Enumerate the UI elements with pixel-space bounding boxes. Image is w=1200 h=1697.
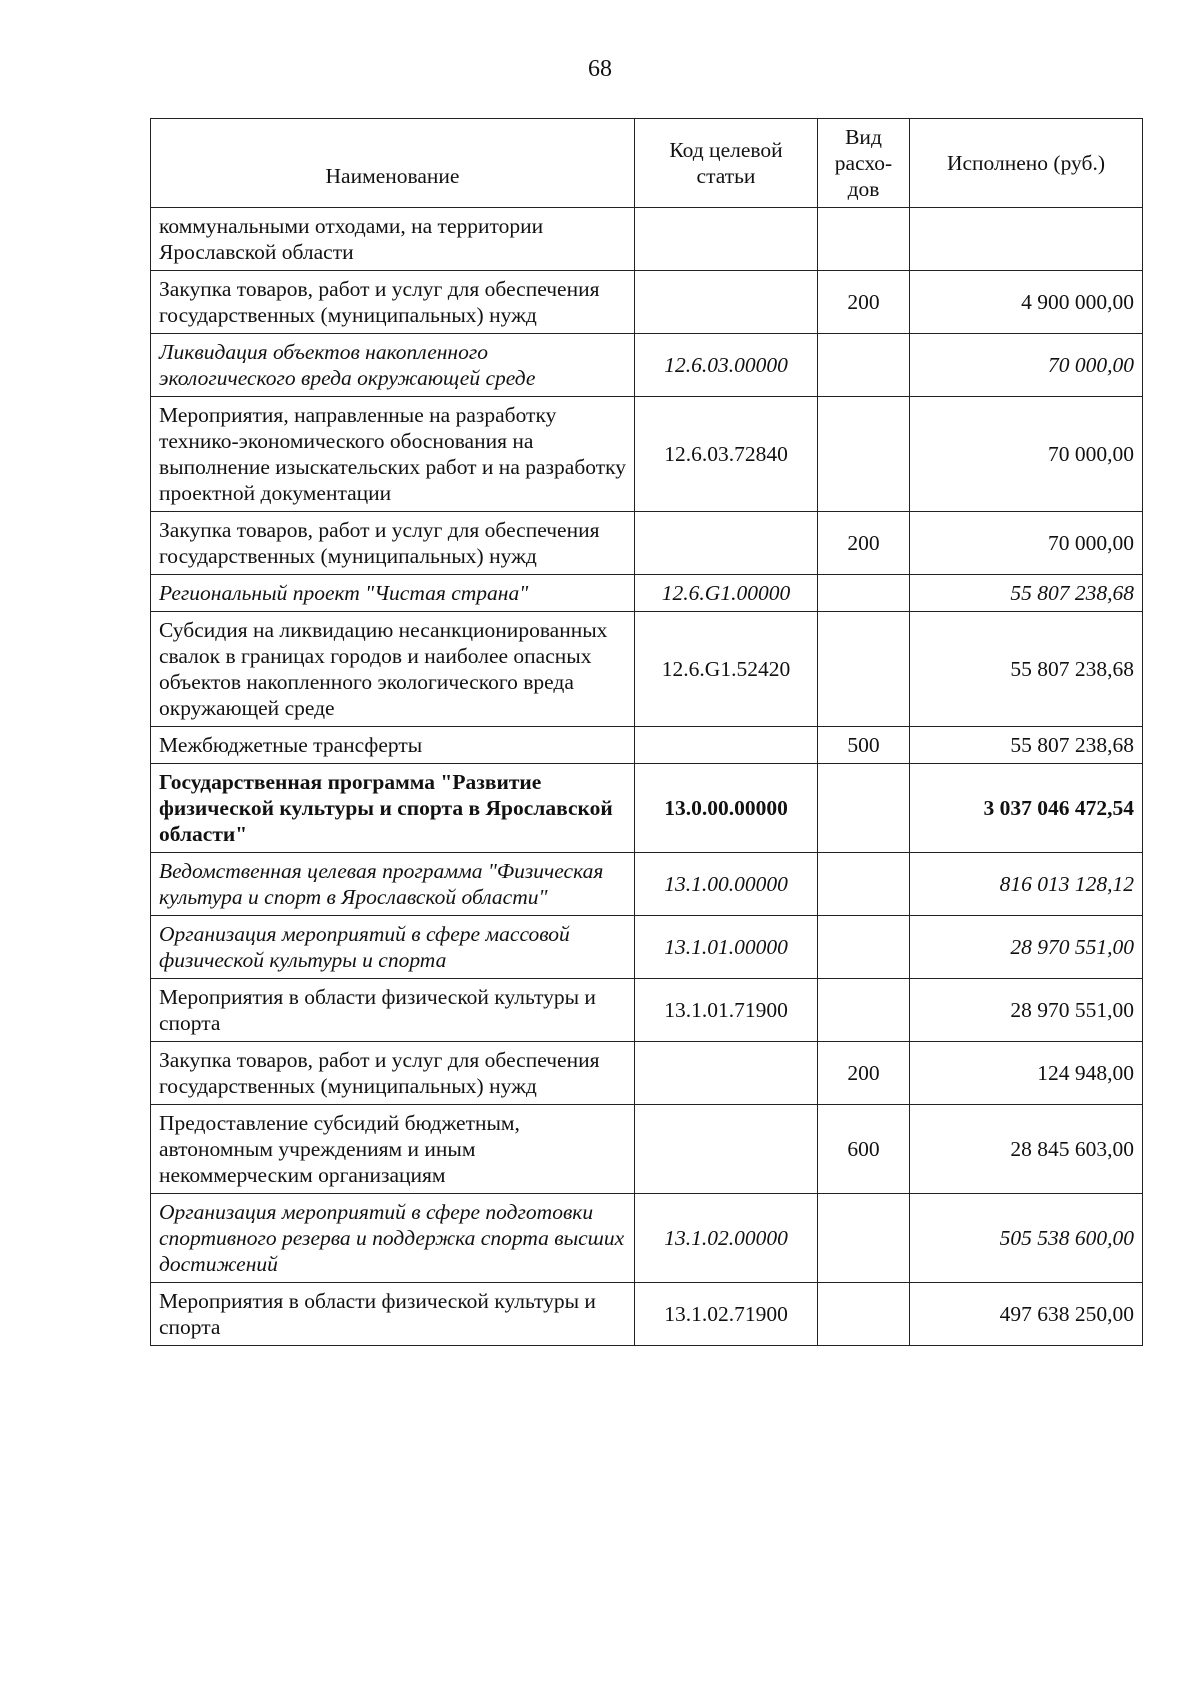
row-name-cell: Предоставление субсидий бюджетным, автономным учреждениям и иным некоммерческим организациям — [151, 1105, 635, 1194]
row-expense-type-cell: 600 — [818, 1105, 910, 1194]
table-row — [151, 1194, 1143, 1283]
table-row — [151, 208, 1143, 271]
row-name-cell: Субсидия на ликвидацию несанкционированных свалок в границах городов и наиболее опасных объектов накопленного экологического вреда окружающей среде — [151, 612, 635, 727]
row-code-cell: 12.6.03.00000 — [635, 334, 818, 397]
row-executed-sum-cell: 497 638 250,00 — [910, 1283, 1143, 1346]
row-code-cell: 13.1.00.00000 — [635, 853, 818, 916]
row-expense-type-cell — [818, 397, 910, 512]
row-executed-sum-cell: 124 948,00 — [910, 1042, 1143, 1105]
row-name-cell: Межбюджетные трансферты — [151, 727, 635, 764]
header-name: Наименование — [151, 119, 635, 208]
table-row — [151, 512, 1143, 575]
row-code-cell: 13.1.01.00000 — [635, 916, 818, 979]
row-code-cell: 12.6.G1.00000 — [635, 575, 818, 612]
row-expense-type-cell — [818, 575, 910, 612]
row-name-cell: Закупка товаров, работ и услуг для обеспечения государственных (муниципальных) нужд — [151, 512, 635, 575]
table-row — [151, 1105, 1143, 1194]
table-row — [151, 1283, 1143, 1346]
table-row — [151, 271, 1143, 334]
row-code-cell — [635, 208, 818, 271]
row-name-cell: Организация мероприятий в сфере массовой физической культуры и спорта — [151, 916, 635, 979]
row-name-cell: коммунальными отходами, на территории Ярославской области — [151, 208, 635, 271]
row-executed-sum-cell: 55 807 238,68 — [910, 612, 1143, 727]
row-code-cell — [635, 727, 818, 764]
row-expense-type-cell — [818, 1194, 910, 1283]
table-row — [151, 575, 1143, 612]
header-expense-type: Вид расхо-дов — [818, 119, 910, 208]
row-expense-type-cell — [818, 334, 910, 397]
table-row — [151, 397, 1143, 512]
row-executed-sum-cell: 70 000,00 — [910, 512, 1143, 575]
row-expense-type-cell: 200 — [818, 1042, 910, 1105]
row-executed-sum-cell: 4 900 000,00 — [910, 271, 1143, 334]
row-expense-type-cell — [818, 1283, 910, 1346]
row-executed-sum-cell: 28 970 551,00 — [910, 979, 1143, 1042]
row-executed-sum-cell — [910, 208, 1143, 271]
row-name-cell: Мероприятия, направленные на разработку технико-экономического обоснования на выполнение изыскательских работ и на разработку проектной документации — [151, 397, 635, 512]
row-name-cell: Ведомственная целевая программа "Физическая культура и спорт в Ярославской области" — [151, 853, 635, 916]
table-header-row — [151, 119, 1143, 208]
row-executed-sum-cell: 70 000,00 — [910, 334, 1143, 397]
row-executed-sum-cell: 28 845 603,00 — [910, 1105, 1143, 1194]
budget-execution-table — [150, 118, 1143, 1346]
row-executed-sum-cell: 70 000,00 — [910, 397, 1143, 512]
row-expense-type-cell: 200 — [818, 512, 910, 575]
row-expense-type-cell — [818, 208, 910, 271]
row-expense-type-cell — [818, 853, 910, 916]
row-expense-type-cell — [818, 916, 910, 979]
row-code-cell: 12.6.03.72840 — [635, 397, 818, 512]
row-code-cell — [635, 271, 818, 334]
table-row — [151, 612, 1143, 727]
row-name-cell: Мероприятия в области физической культуры и спорта — [151, 1283, 635, 1346]
table-row — [151, 853, 1143, 916]
row-name-cell: Закупка товаров, работ и услуг для обеспечения государственных (муниципальных) нужд — [151, 271, 635, 334]
row-name-cell: Ликвидация объектов накопленного экологического вреда окружающей среде — [151, 334, 635, 397]
row-code-cell: 13.1.01.71900 — [635, 979, 818, 1042]
table-row — [151, 764, 1143, 853]
row-executed-sum-cell: 28 970 551,00 — [910, 916, 1143, 979]
row-code-cell — [635, 1042, 818, 1105]
table-row — [151, 979, 1143, 1042]
row-expense-type-cell — [818, 612, 910, 727]
table-row — [151, 916, 1143, 979]
table-row — [151, 727, 1143, 764]
row-name-cell: Государственная программа "Развитие физической культуры и спорта в Ярославской области" — [151, 764, 635, 853]
header-code: Код целевой статьи — [635, 119, 818, 208]
row-code-cell: 13.0.00.00000 — [635, 764, 818, 853]
table-row — [151, 1042, 1143, 1105]
row-expense-type-cell — [818, 764, 910, 853]
row-code-cell: 13.1.02.00000 — [635, 1194, 818, 1283]
header-executed-sum: Исполнено (руб.) — [910, 119, 1143, 208]
row-name-cell: Организация мероприятий в сфере подготовки спортивного резерва и поддержка спорта высших достижений — [151, 1194, 635, 1283]
table-row — [151, 334, 1143, 397]
row-name-cell: Региональный проект "Чистая страна" — [151, 575, 635, 612]
row-code-cell: 12.6.G1.52420 — [635, 612, 818, 727]
table-body — [151, 208, 1143, 1346]
row-executed-sum-cell: 55 807 238,68 — [910, 727, 1143, 764]
row-code-cell — [635, 512, 818, 575]
row-executed-sum-cell: 505 538 600,00 — [910, 1194, 1143, 1283]
row-expense-type-cell — [818, 979, 910, 1042]
row-code-cell — [635, 1105, 818, 1194]
row-name-cell: Закупка товаров, работ и услуг для обеспечения государственных (муниципальных) нужд — [151, 1042, 635, 1105]
row-name-cell: Мероприятия в области физической культуры и спорта — [151, 979, 635, 1042]
page-number: 68 — [588, 56, 612, 82]
row-expense-type-cell: 500 — [818, 727, 910, 764]
row-code-cell: 13.1.02.71900 — [635, 1283, 818, 1346]
row-expense-type-cell: 200 — [818, 271, 910, 334]
row-executed-sum-cell: 55 807 238,68 — [910, 575, 1143, 612]
row-executed-sum-cell: 3 037 046 472,54 — [910, 764, 1143, 853]
row-executed-sum-cell: 816 013 128,12 — [910, 853, 1143, 916]
